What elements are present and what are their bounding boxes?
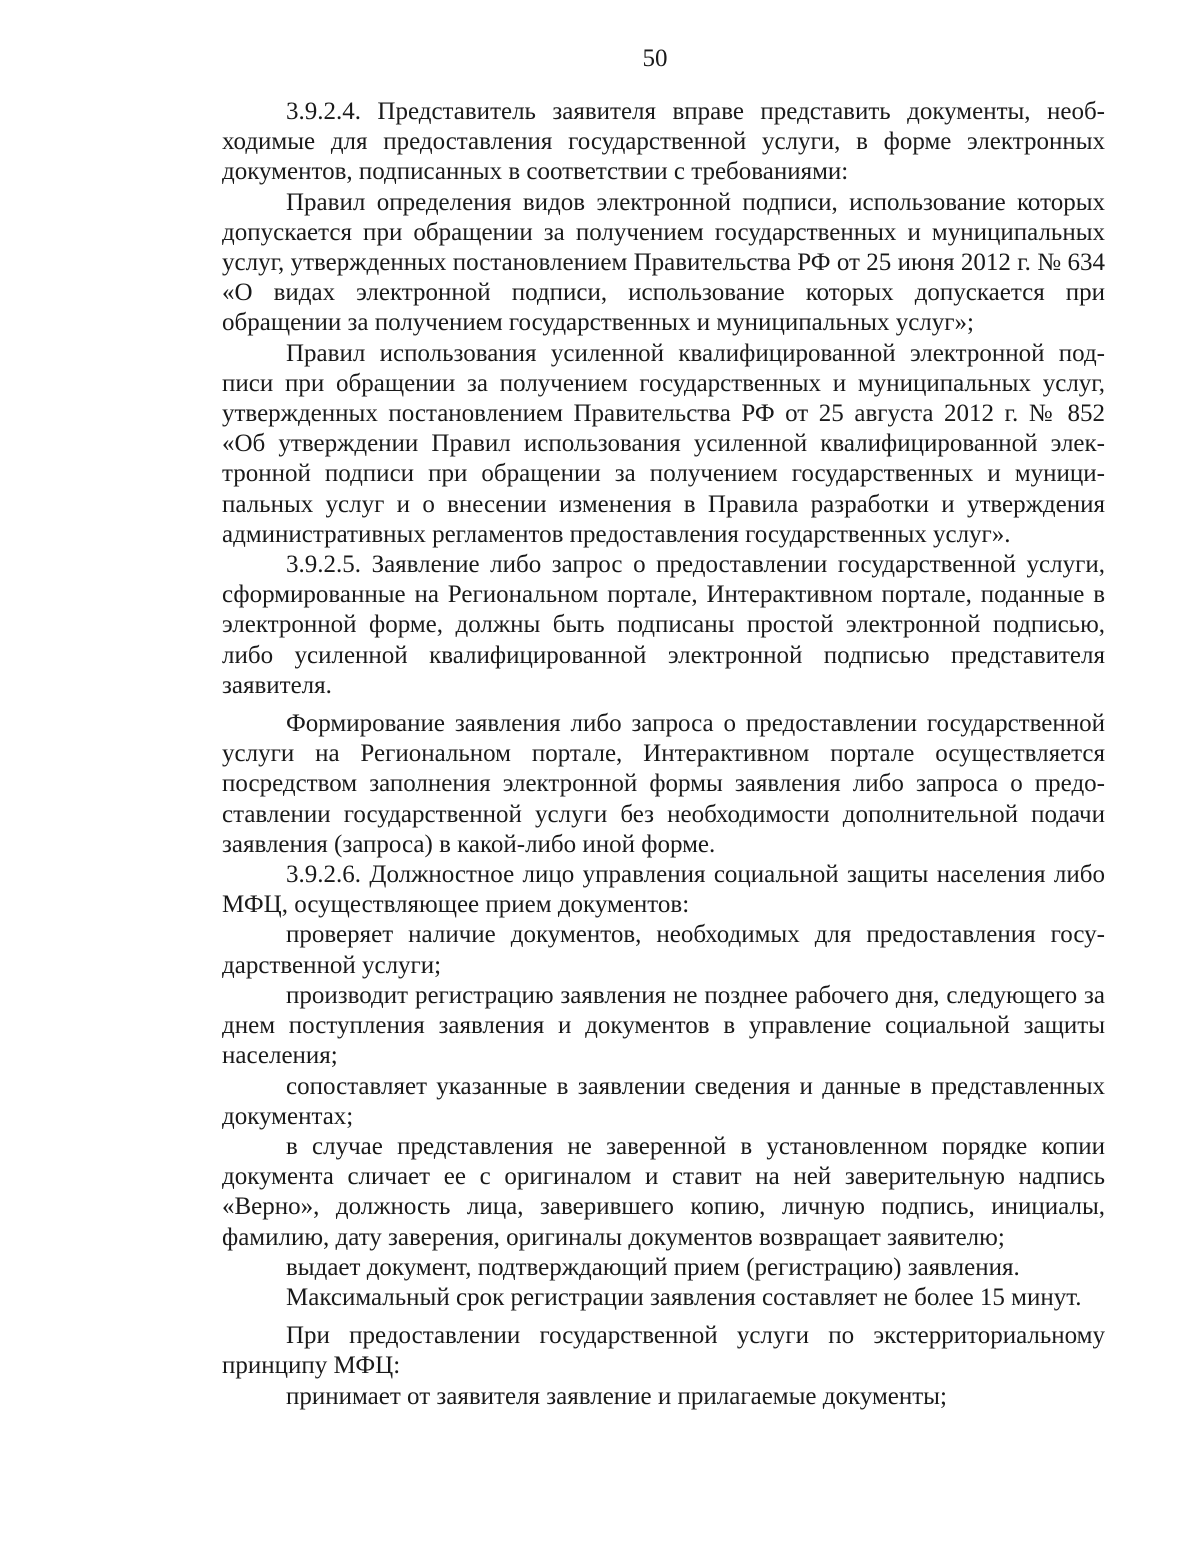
paragraph-3-9-2-4: 3.9.2.4. Представитель заявителя вправе представить документы, необходимые для предоставления государственной услуги, в форме электронных документов, подписанных в соответствии с требованиями: xyxy=(222,98,1105,186)
paragraph-application-forming: Формирование заявления либо запроса о предоставлении государственной услуги на Региональном портале, Интерактивном портале осуществляется посредством заполнения электронной формы заявления либо запроса о предоставлении государственной услуги без необходимости дополнительной подачи заявления (запроса) в какой-либо иной форме. xyxy=(222,710,1105,858)
paragraph-compares-data: сопоставляет указанные в заявлении сведения и данные в представленных документах; xyxy=(222,1072,1105,1130)
page-number: 50 xyxy=(642,45,668,72)
paragraph-rules-qualified-signature: Правил использования усиленной квалифицированной электронной подписи при обращении за получением государственных и муниципальных услуг, утвержденных постановлением Правительства РФ от 25 августа 2012 г. № 852 «Об утверждении Правил использования усиленной квалифицированной электронной подписи при обращении за получением государственных и муниципальных услуг и о внесении изменения в Правила разработки и утверждения административных регламентов предоставления государственных услуг». xyxy=(222,339,1105,548)
document-body xyxy=(222,97,1105,1412)
paragraph-checks-documents: проверяет наличие документов, необходимых для предоставления государственной услуги; xyxy=(222,921,1105,979)
paragraph-accepts-documents: принимает от заявителя заявление и прилагаемые документы; xyxy=(286,1382,947,1410)
paragraph-3-9-2-5: 3.9.2.5. Заявление либо запрос о предоставлении государственной услуги, сформированные на Региональном портале, Интерактивном портале, поданные в электронной форме, должны быть подписаны простой электронной подписью, либо усиленной квалифицированной электронной подписью представителя заявителя. xyxy=(222,551,1105,699)
paragraph-rules-signature-types: Правил определения видов электронной подписи, использование которых допускается при обращении за получением государственных и муниципальных услуг, утвержденных постановлением Правительства РФ от 25 июня 2012 г. № 634 «О видах электронной подписи, использование которых допускается при обращении за получением государственных и муниципальных услуг»; xyxy=(222,188,1105,337)
paragraph-3-9-2-6: 3.9.2.6. Должностное лицо управления социальной защиты населения либо МФЦ, осуществляющее прием документов: xyxy=(222,861,1105,919)
paragraph-registers-application: производит регистрацию заявления не позднее рабочего дня, следующего за днем поступления заявления и документов в управление социальной защиты населения; xyxy=(222,981,1105,1070)
paragraph-certifies-copy: в случае представления не заверенной в установленном порядке копии документа сличает ее с оригиналом и ставит на ней заверительную надпись «Верно», должность лица, заверившего копию, личную подпись, инициалы, фамилию, дату заверения, оригиналы документов возвращает заявителю; xyxy=(222,1132,1105,1251)
paragraph-issues-receipt: выдает документ, подтверждающий прием (регистрацию) заявления. xyxy=(286,1253,1020,1281)
paragraph-extraterritorial-mfc: При предоставлении государственной услуги по экстерриториальному принципу МФЦ: xyxy=(222,1322,1105,1380)
paragraph-max-registration-time: Максимальный срок регистрации заявления составляет не более 15 минут. xyxy=(286,1283,1082,1311)
